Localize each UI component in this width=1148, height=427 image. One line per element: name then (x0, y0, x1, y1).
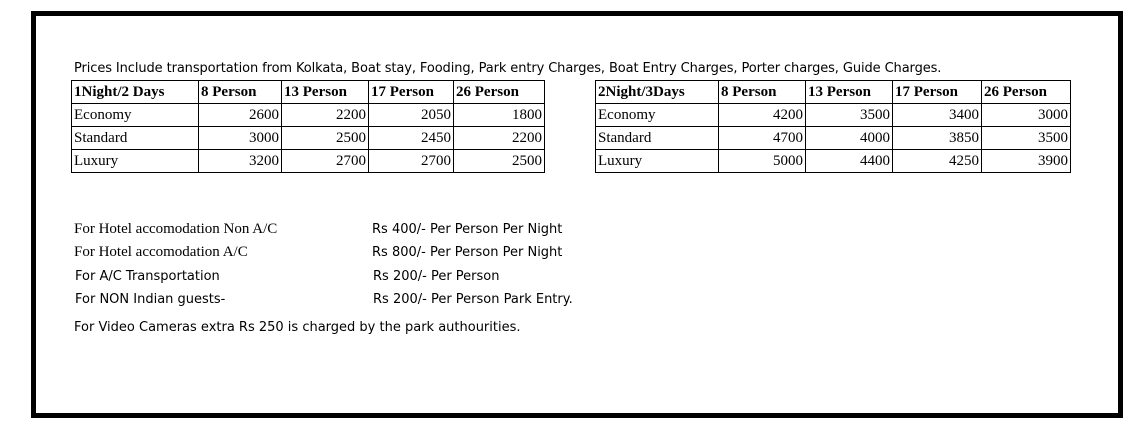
table-cell: Economy (72, 104, 199, 127)
table-cell: 2050 (369, 104, 454, 127)
video-camera-note: For Video Cameras extra Rs 250 is charged by the park authourities. (74, 320, 521, 335)
table-header-cell: 26 Person (982, 81, 1071, 104)
table-cell: 2500 (454, 150, 545, 173)
table-cell: 2200 (282, 104, 369, 127)
note-value: Rs 200/- Per Person Park Entry. (373, 292, 573, 307)
table-header-cell: 13 Person (806, 81, 893, 104)
table-header-cell: 1Night/2 Days (72, 81, 199, 104)
table-header-row (72, 81, 545, 104)
table-cell: Economy (596, 104, 719, 127)
table-header-cell: 2Night/3Days (596, 81, 719, 104)
table-cell: 2500 (282, 127, 369, 150)
price-table-1night (71, 80, 545, 173)
table-header-cell: 17 Person (369, 81, 454, 104)
table-cell: 4400 (806, 150, 893, 173)
table-cell: 2450 (369, 127, 454, 150)
table-header-cell: 13 Person (282, 81, 369, 104)
table-cell: 3850 (893, 127, 982, 150)
note-value: Rs 800/- Per Person Per Night (372, 245, 563, 260)
table-cell: 3500 (982, 127, 1071, 150)
table-cell: 3000 (199, 127, 282, 150)
table-row (596, 104, 1071, 127)
note-value: Rs 200/- Per Person (373, 269, 500, 284)
table-cell: 5000 (719, 150, 806, 173)
table-header-cell: 26 Person (454, 81, 545, 104)
table-cell: 3000 (982, 104, 1071, 127)
table-cell: 2600 (199, 104, 282, 127)
table-row (72, 104, 545, 127)
table-cell: 4700 (719, 127, 806, 150)
table-cell: 2700 (369, 150, 454, 173)
price-table-2night (595, 80, 1071, 173)
table-row (72, 150, 545, 173)
table-row (596, 150, 1071, 173)
table-cell: Standard (596, 127, 719, 150)
table-cell: 3900 (982, 150, 1071, 173)
table-row (72, 127, 545, 150)
table-cell: 3500 (806, 104, 893, 127)
table-header-cell: 17 Person (893, 81, 982, 104)
table-cell: 3200 (199, 150, 282, 173)
table-header-cell: 8 Person (199, 81, 282, 104)
table-cell: Standard (72, 127, 199, 150)
note-label: For Hotel accomodation A/C (74, 244, 248, 260)
table-cell: 4200 (719, 104, 806, 127)
note-label: For A/C Transportation (75, 269, 220, 284)
note-label: For Hotel accomodation Non A/C (74, 221, 278, 237)
table-cell: Luxury (72, 150, 199, 173)
table-cell: 2200 (454, 127, 545, 150)
note-value: Rs 400/- Per Person Per Night (372, 222, 563, 237)
table-cell: 3400 (893, 104, 982, 127)
table-cell: 4000 (806, 127, 893, 150)
table-cell: 4250 (893, 150, 982, 173)
table-cell: 1800 (454, 104, 545, 127)
table-cell: Luxury (596, 150, 719, 173)
table-cell: 2700 (282, 150, 369, 173)
note-label: For NON Indian guests- (75, 292, 226, 307)
table-header-cell: 8 Person (719, 81, 806, 104)
table-row (596, 127, 1071, 150)
prices-include-text: Prices Include transportation from Kolkata, Boat stay, Fooding, Park entry Charges, Boat Entry Charges, Porter charges, Guide Charges. (74, 61, 942, 76)
table-header-row (596, 81, 1071, 104)
